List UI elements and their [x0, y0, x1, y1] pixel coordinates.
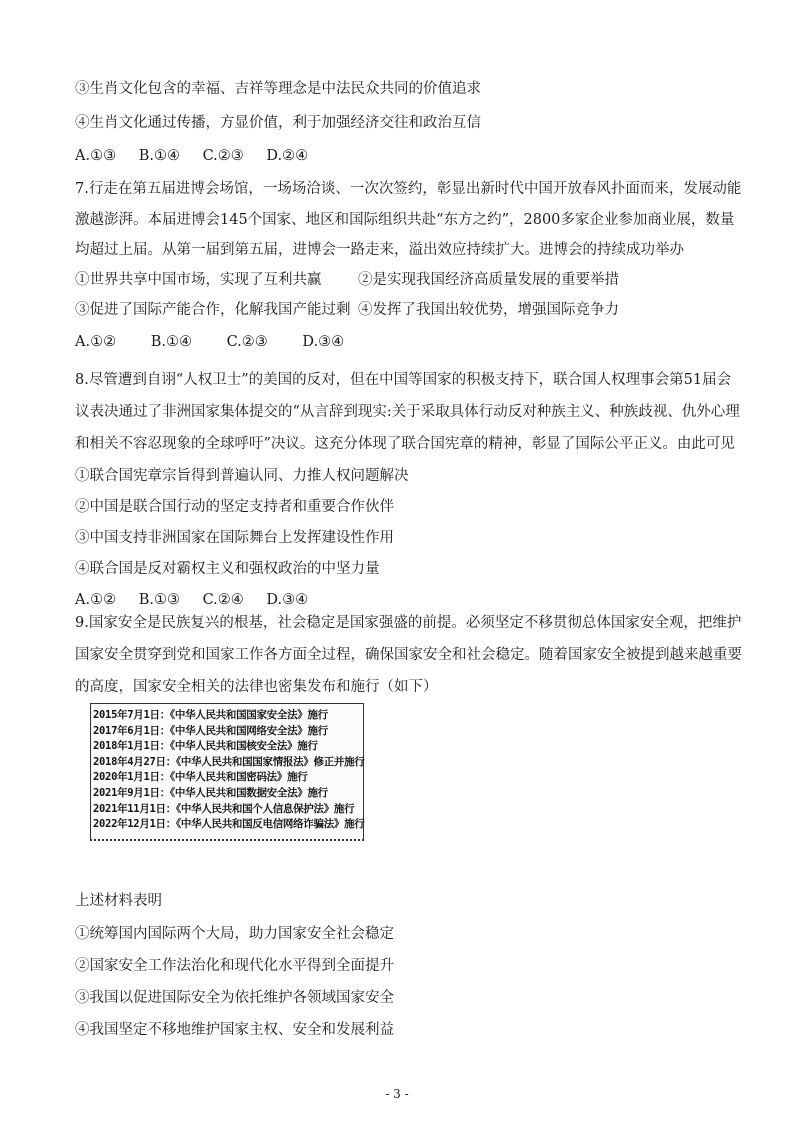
q7-option-c: C.②③ — [226, 334, 268, 350]
q7-statement-3: ③促进了国际产能合作，化解我国产能过剩 — [75, 302, 351, 318]
q7-stem-line-3: 均超过上届。从第一届到第五届，进博会一路走来，溢出效应持续扩大。进博会的持续成功举办 — [75, 242, 684, 258]
law-timeline-table — [90, 703, 364, 841]
q7-options — [75, 332, 362, 352]
q7-stem-line-1: 7.行走在第五届进博会场馆，一场场洽谈、一次次签约，彰显出新时代中国开放春风扑面而来，发展动能 — [75, 181, 742, 197]
q8-statement-4: ④联合国是反对霸权主义和强权政治的中坚力量 — [75, 561, 380, 577]
law-row: 2021年11月1日：《中华人民共和国个人信息保护法》施行 — [93, 802, 355, 815]
q6-option-c: C.②③ — [202, 148, 244, 164]
q8-statement-2: ②中国是联合国行动的坚定支持者和重要合作伙伴 — [75, 499, 394, 515]
q8-stem-line-3: 和相关不容忍现象的全球呼吁”决议。这充分体现了联合国宪章的精神，彰显了国际公平正义。由此可见 — [75, 436, 735, 452]
q7-stem-line-2: 激越澎湃。本届进博会145个国家、地区和国际组织共赴“东方之约”，2800多家企业参加商业展，数量 — [75, 212, 735, 228]
q8-statement-1: ①联合国宪章宗旨得到普遍认同、力推人权问题解决 — [75, 468, 409, 484]
q9-stem-line-1: 9.国家安全是民族复兴的根基，社会稳定是国家强盛的前提。必须坚定不移贯彻总体国家安全观，把维护 — [75, 615, 742, 631]
q6-option-d: D.②④ — [266, 148, 309, 164]
q6-option-a: A.①③ — [75, 148, 117, 164]
q9-statement-3: ③我国以促进国际安全为依托维护各领域国家安全 — [75, 990, 394, 1006]
q8-statement-3: ③中国支持非洲国家在国际舞台上发挥建设性作用 — [75, 530, 394, 546]
q9-stem-line-2: 国家安全贯穿到党和国家工作各方面全过程，确保国家安全和社会稳定。随着国家安全被提到越来越重要 — [75, 647, 742, 663]
q7-statement-2: ②是实现我国经济高质量发展的重要举措 — [358, 272, 619, 288]
q8-option-d: D.③④ — [266, 592, 309, 608]
law-row: 2021年9月1日：《中华人民共和国数据安全法》施行 — [93, 786, 328, 799]
q9-lead: 上述材料表明 — [75, 893, 162, 909]
q6-options — [75, 146, 326, 166]
q9-statement-2: ②国家安全工作法治化和现代化水平得到全面提升 — [75, 958, 394, 974]
q8-option-a: A.①② — [75, 592, 117, 608]
page-number: - 3 - — [385, 1087, 409, 1101]
q7-option-a: A.①② — [75, 334, 117, 350]
q9-statement-4: ④我国坚定不移地维护国家主权、安全和发展利益 — [75, 1022, 394, 1038]
q8-stem-line-1: 8.尽管遭到自诩“人权卫士”的美国的反对，但在中国等国家的积极支持下，联合国人权理事会第51届会 — [75, 372, 732, 388]
q6-option-b: B.①④ — [138, 148, 180, 164]
q9-statement-1: ①统筹国内国际两个大局，助力国家安全社会稳定 — [75, 926, 394, 942]
law-row: 2017年6月1日：《中华人民共和国网络安全法》施行 — [93, 724, 328, 737]
q6-statement-4: ④生肖文化通过传播，方显价值，利于加强经济交往和政治互信 — [75, 115, 481, 131]
q7-option-b: B.①④ — [150, 334, 192, 350]
q7-statement-4: ④发挥了我国出较优势，增强国际竞争力 — [358, 302, 619, 318]
q8-options — [75, 590, 326, 610]
q8-stem-line-2: 议表决通过了非洲国家集体提交的“从言辞到现实:关于采取具体行动反对种族主义、种族歧视、仇外心理 — [75, 404, 740, 420]
law-row: 2020年1月1日：《中华人民共和国密码法》施行 — [93, 771, 308, 784]
law-row: 2022年12月1日：《中华人民共和国反电信网络诈骗法》施行 — [93, 818, 365, 831]
law-row: 2018年1月1日：《中华人民共和国核安全法》施行 — [93, 740, 318, 753]
q7-statement-1: ①世界共享中国市场，实现了互利共赢 — [75, 272, 322, 288]
q8-option-b: B.①③ — [138, 592, 180, 608]
q6-statement-3: ③生肖文化包含的幸福、吉祥等理念是中法民众共同的价值追求 — [75, 81, 481, 97]
q7-option-d: D.③④ — [302, 334, 345, 350]
law-row: 2015年7月1日：《中华人民共和国国家安全法》施行 — [93, 709, 328, 721]
q8-option-c: C.②④ — [202, 592, 244, 608]
law-row: 2018年4月27日：《中华人民共和国国家情报法》修正并施行 — [93, 755, 365, 768]
q9-stem-line-3: 的高度，国家安全相关的法律也密集发布和施行（如下） — [75, 679, 438, 695]
